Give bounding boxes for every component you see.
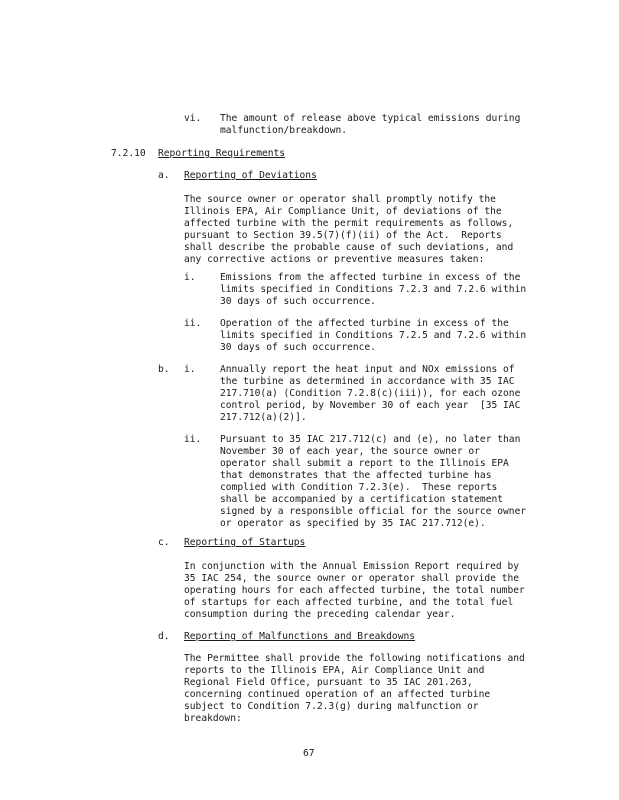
item-c-heading: Reporting of Startups bbox=[184, 537, 306, 548]
item-a-ii-line-2: limits specified in Conditions 7.2.5 and 7.2.6 within bbox=[220, 330, 527, 341]
item-b-ii-line-3: operator shall submit a report to the Illinois EPA bbox=[220, 458, 509, 469]
item-c-para-line-5: consumption during the preceding calendar year. bbox=[184, 609, 456, 620]
item-a-i-line-3: 30 days of such occurrence. bbox=[220, 296, 376, 307]
item-b-ii-line-8: or operator as specified by 35 IAC 217.712(e). bbox=[220, 518, 486, 529]
item-b-ii-line-6: shall be accompanied by a certification statement bbox=[220, 494, 504, 505]
item-d-para-line-2: reports to the Illinois EPA, Air Compliance Unit and bbox=[184, 665, 485, 676]
item-a-para-line-1: The source owner or operator shall promptly notify the bbox=[184, 194, 496, 205]
item-b-letter: b. bbox=[158, 364, 170, 375]
page-number: 67 bbox=[303, 748, 315, 759]
item-a-para-line-5: shall describe the probable cause of such deviations, and bbox=[184, 242, 514, 253]
item-b-i-line-5: 217.712(a)(2)]. bbox=[220, 412, 307, 423]
item-b-ii-number: ii. bbox=[184, 434, 202, 445]
item-a-para-line-2: Illinois EPA, Air Compliance Unit, of deviations of the bbox=[184, 206, 502, 217]
item-d-para-line-3: Regional Field Office, pursuant to 35 IAC 201.263, bbox=[184, 677, 473, 688]
item-b-i-line-4: control period, by November 30 of each year [35 IAC bbox=[220, 400, 521, 411]
item-c-para-line-4: of startups for each affected turbine, and the total fuel bbox=[184, 597, 514, 608]
item-a-heading: Reporting of Deviations bbox=[184, 170, 317, 181]
item-a-para-line-3: affected turbine with the permit requirements as follows, bbox=[184, 218, 514, 229]
item-c-letter: c. bbox=[158, 537, 170, 548]
item-d-para-line-4: concerning continued operation of an affected turbine bbox=[184, 689, 491, 700]
item-b-i-line-2: the turbine as determined in accordance with 35 IAC bbox=[220, 376, 515, 387]
item-d-letter: d. bbox=[158, 631, 170, 642]
item-b-ii-line-4: that demonstrates that the affected turbine has bbox=[220, 470, 492, 481]
section-number: 7.2.10 bbox=[111, 148, 146, 159]
item-d-para-line-1: The Permittee shall provide the following notifications and bbox=[184, 653, 525, 664]
item-c-para-line-2: 35 IAC 254, the source owner or operator shall provide the bbox=[184, 573, 520, 584]
item-d-para-line-5: subject to Condition 7.2.3(g) during malfunction or bbox=[184, 701, 479, 712]
item-a-letter: a. bbox=[158, 170, 170, 181]
item-c-para-line-1: In conjunction with the Annual Emission Report required by bbox=[184, 561, 520, 572]
item-b-i-line-3: 217.710(a) (Condition 7.2.8(c)(iii)), for each ozone bbox=[220, 388, 521, 399]
item-b-ii-line-5: complied with Condition 7.2.3(e). These reports bbox=[220, 482, 498, 493]
item-a-ii-line-1: Operation of the affected turbine in excess of the bbox=[220, 318, 509, 329]
section-title: Reporting Requirements bbox=[158, 148, 286, 159]
item-vi-number: vi. bbox=[184, 113, 202, 124]
item-c-para-line-3: operating hours for each affected turbine, the total number bbox=[184, 585, 525, 596]
item-b-i-line-1: Annually report the heat input and NOx emissions of bbox=[220, 364, 515, 375]
item-a-para-line-6: any corrective actions or preventive measures taken: bbox=[184, 254, 485, 265]
item-a-ii-number: ii. bbox=[184, 318, 202, 329]
item-vi-line-2: malfunction/breakdown. bbox=[220, 125, 348, 136]
item-b-ii-line-1: Pursuant to 35 IAC 217.712(c) and (e), no later than bbox=[220, 434, 521, 445]
item-a-i-number: i. bbox=[184, 272, 196, 283]
item-a-i-line-1: Emissions from the affected turbine in excess of the bbox=[220, 272, 521, 283]
item-a-ii-line-3: 30 days of such occurrence. bbox=[220, 342, 376, 353]
item-d-para-line-6: breakdown: bbox=[184, 713, 242, 724]
item-b-ii-line-2: November 30 of each year, the source owner or bbox=[220, 446, 480, 457]
item-a-para-line-4: pursuant to Section 39.5(7)(f)(ii) of the Act. Reports bbox=[184, 230, 502, 241]
item-b-ii-line-7: signed by a responsible official for the source owner bbox=[220, 506, 527, 517]
item-b-i-number: i. bbox=[184, 364, 196, 375]
item-vi-line-1: The amount of release above typical emissions during bbox=[220, 113, 521, 124]
item-d-heading: Reporting of Malfunctions and Breakdowns bbox=[184, 631, 416, 642]
item-a-i-line-2: limits specified in Conditions 7.2.3 and 7.2.6 within bbox=[220, 284, 527, 295]
